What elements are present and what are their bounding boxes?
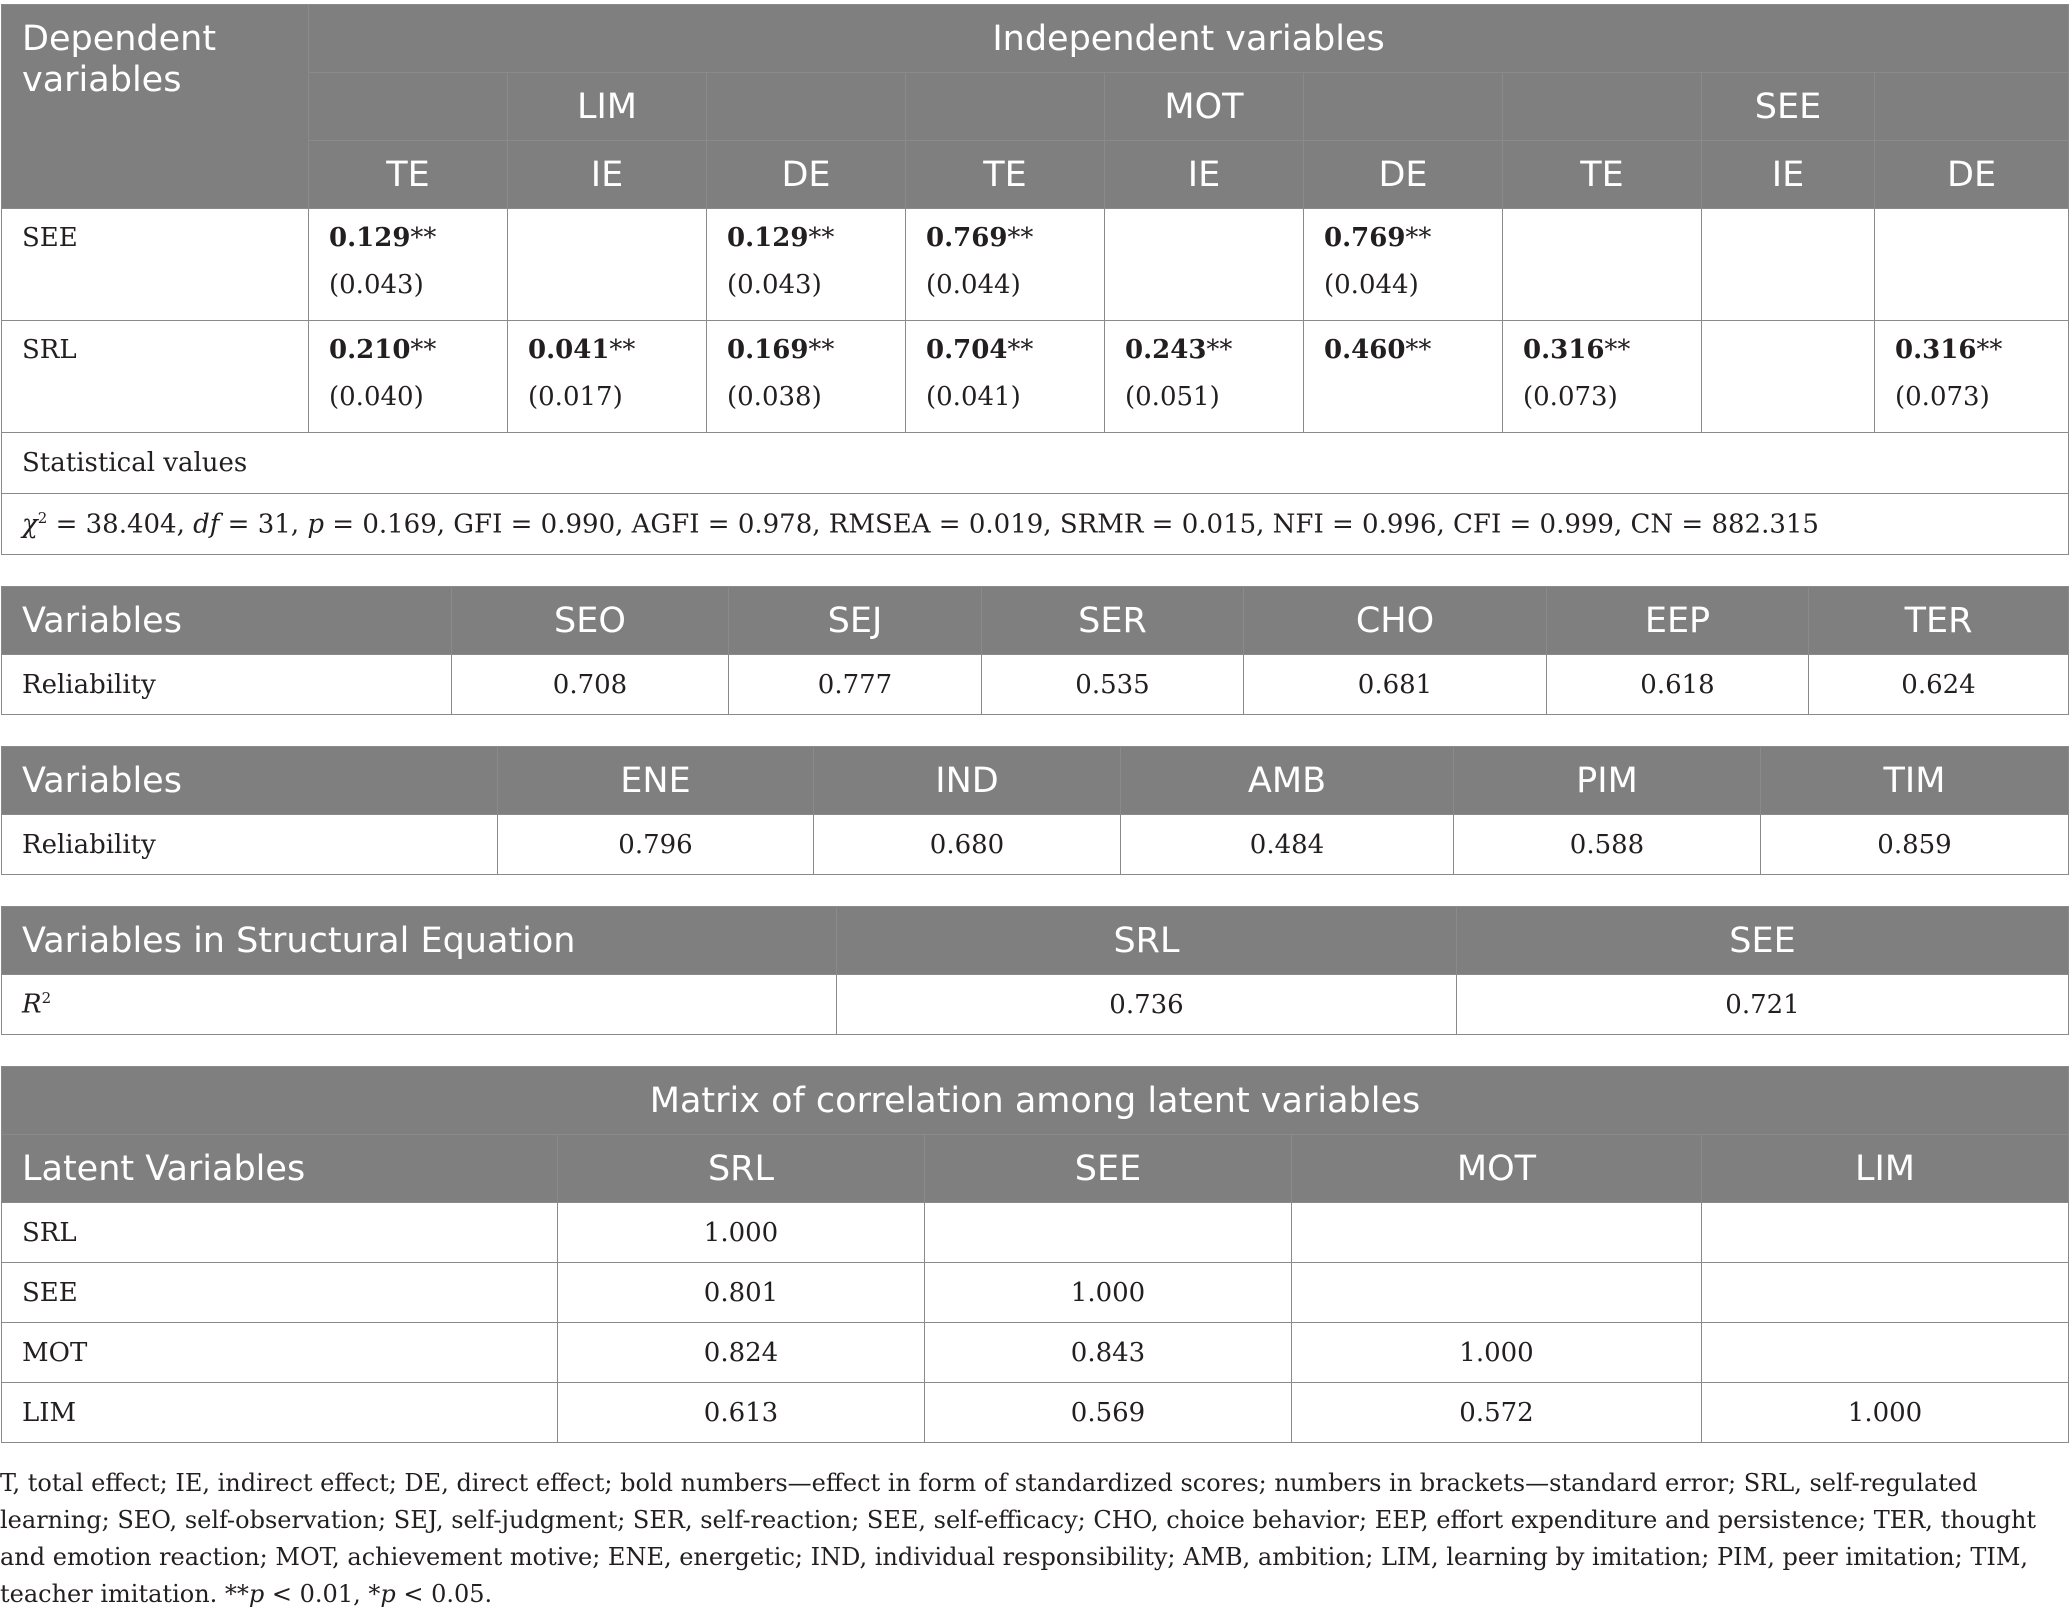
effect-value: 0.704 <box>926 335 1008 365</box>
column-header: LIM <box>1702 1135 2069 1203</box>
effect-estimate <box>1324 335 1502 382</box>
reliability-value: 0.484 <box>1121 815 1454 875</box>
correlation-rows <box>2 1203 2069 1443</box>
correlation-value: 1.000 <box>925 1263 1292 1323</box>
standard-error: (0.051) <box>1125 382 1220 412</box>
effect-estimate <box>727 335 905 382</box>
r-squared-table <box>1 906 2069 1035</box>
correlation-value: 0.569 <box>925 1383 1292 1443</box>
r-squared-label <box>2 975 837 1035</box>
effect-cell <box>906 209 1105 321</box>
significance-stars: ** <box>1405 335 1432 365</box>
effect-estimate <box>329 335 507 382</box>
standard-error: (0.017) <box>528 382 623 412</box>
row-label <box>2 209 309 321</box>
variables-header: Variables <box>2 587 452 655</box>
effect-value: 0.243 <box>1125 335 1207 365</box>
correlation-value <box>925 1203 1292 1263</box>
correlation-value: 0.843 <box>925 1323 1292 1383</box>
effect-value: 0.316 <box>1895 335 1977 365</box>
column-header: TER <box>1809 587 2069 655</box>
standard-error: (0.038) <box>727 382 822 412</box>
effect-cell <box>1702 321 1875 433</box>
effect-cell <box>1105 321 1304 433</box>
column-header: SEO <box>452 587 729 655</box>
footnote <box>0 1465 2060 1613</box>
column-header: CHO <box>1244 587 1547 655</box>
effect-estimate <box>727 223 905 270</box>
group-spacer <box>1875 73 2069 141</box>
column-header: SRL <box>558 1135 925 1203</box>
stats-label: Statistical values <box>2 433 2069 494</box>
correlation-value: 0.613 <box>558 1383 925 1443</box>
effect-header: DE <box>1875 141 2069 209</box>
significance-stars: ** <box>1007 223 1034 253</box>
effect-cell <box>707 209 906 321</box>
effect-estimate <box>1523 223 1701 270</box>
effect-value: 0.210 <box>329 335 411 365</box>
effect-estimate <box>1722 223 1874 270</box>
effect-estimate <box>528 335 706 382</box>
column-header: EEP <box>1547 587 1809 655</box>
effect-cell <box>1503 209 1702 321</box>
standard-error: (0.041) <box>926 382 1021 412</box>
reliability-table-2 <box>1 746 2069 875</box>
correlation-row <box>2 1263 2069 1323</box>
column-header: MOT <box>1292 1135 1702 1203</box>
effect-estimate <box>1895 335 2068 382</box>
effect-value: 0.169 <box>727 335 809 365</box>
effect-estimate <box>1125 223 1303 270</box>
correlation-value: 1.000 <box>558 1203 925 1263</box>
stat-part: = 38.404, <box>47 509 194 540</box>
effect-header: IE <box>1702 141 1875 209</box>
effect-value: 0.129 <box>329 223 411 253</box>
effect-estimate <box>329 223 507 270</box>
standard-error: (0.073) <box>1523 382 1618 412</box>
column-header: SRL <box>837 907 1457 975</box>
reliability-value: 0.859 <box>1761 815 2069 875</box>
standard-error: (0.043) <box>727 270 822 300</box>
effect-cell <box>906 321 1105 433</box>
effect-value: 0.316 <box>1523 335 1605 365</box>
dependent-variables-header: Dependent variables <box>2 5 309 209</box>
effect-value: 0.769 <box>1324 223 1406 253</box>
row-label <box>2 321 309 433</box>
reliability-value: 0.681 <box>1244 655 1547 715</box>
column-header: TIM <box>1761 747 2069 815</box>
p-symbol: p <box>307 509 325 540</box>
reliability-value: 0.796 <box>498 815 814 875</box>
footnote-text: < 0.05. <box>395 1580 493 1608</box>
effect-estimate <box>1125 335 1303 382</box>
effect-cell <box>707 321 906 433</box>
row-label: MOT <box>2 1323 558 1383</box>
row-label: SEE <box>2 1263 558 1323</box>
correlation-value: 1.000 <box>1702 1383 2069 1443</box>
effect-cell <box>1105 209 1304 321</box>
chi-symbol: χ <box>22 509 38 540</box>
r-symbol: R <box>22 989 42 1020</box>
significance-stars: ** <box>1604 335 1631 365</box>
structural-variables-header: Variables in Structural Equation <box>2 907 837 975</box>
group-spacer <box>309 73 508 141</box>
effect-estimate <box>528 223 706 270</box>
column-header: SER <box>982 587 1244 655</box>
df-symbol: df <box>193 509 220 540</box>
effects-row <box>2 209 2069 321</box>
group-spacer <box>1503 73 1702 141</box>
effect-cell <box>1304 321 1503 433</box>
effect-estimate <box>1895 223 2068 270</box>
column-header: SEE <box>925 1135 1292 1203</box>
correlation-value <box>1292 1263 1702 1323</box>
standard-error: (0.044) <box>926 270 1021 300</box>
effect-header: TE <box>906 141 1105 209</box>
effect-cell <box>1702 209 1875 321</box>
r-superscript: 2 <box>41 989 52 1008</box>
effect-header: IE <box>508 141 707 209</box>
stat-part: = 0.169, GFI = 0.990, AGFI = 0.978, RMSEA = 0.019, SRMR = 0.015, NFI = 0.996, CFI = 0.999, CN = 882.315 <box>324 509 1819 540</box>
column-header: PIM <box>1454 747 1761 815</box>
correlation-title: Matrix of correlation among latent variables <box>2 1067 2069 1135</box>
reliability-label: Reliability <box>2 815 498 875</box>
reliability-label: Reliability <box>2 655 452 715</box>
effects-table <box>1 4 2069 555</box>
row-label: SRL <box>2 1203 558 1263</box>
effect-cell <box>1503 321 1702 433</box>
effect-estimate <box>926 223 1104 270</box>
r-squared-value: 0.721 <box>1457 975 2069 1035</box>
column-header: ENE <box>498 747 814 815</box>
column-header: SEJ <box>729 587 982 655</box>
r-squared-value: 0.736 <box>837 975 1457 1035</box>
effect-header: DE <box>1304 141 1503 209</box>
correlation-value <box>1292 1203 1702 1263</box>
standard-error: (0.044) <box>1324 270 1419 300</box>
effect-cell <box>508 209 707 321</box>
effect-header: TE <box>309 141 508 209</box>
effect-cell <box>1304 209 1503 321</box>
significance-stars: ** <box>609 335 636 365</box>
group-header-mot: MOT <box>1105 73 1304 141</box>
reliability-value: 0.618 <box>1547 655 1809 715</box>
chi-superscript: 2 <box>37 508 48 527</box>
effect-cell <box>309 209 508 321</box>
significance-stars: ** <box>808 223 835 253</box>
effects-row <box>2 321 2069 433</box>
correlation-value <box>1702 1203 2069 1263</box>
effect-value: 0.460 <box>1324 335 1406 365</box>
row-label: LIM <box>2 1383 558 1443</box>
row-label-text: SEE <box>22 223 78 253</box>
group-spacer <box>707 73 906 141</box>
effect-header: DE <box>707 141 906 209</box>
effect-cell <box>309 321 508 433</box>
footnote-text: T, total effect; IE, indirect effect; DE, direct effect; bold numbers—effect in form of standardized scores; numbers in brackets—standard error; SRL, self-regulated learning; SEO, self-observation; SEJ, self-judgment; SER, self-reaction; SEE, self-efficacy; CHO, choice behavior; EEP, effort expenditure and persistence; TER, thought and emotion reaction; MOT, achievement motive; ENE, energetic; IND, individual responsibility; AMB, ambition; LIM, learning by imitation; PIM, peer imitation; TIM, teacher imitation. ** <box>0 1469 2037 1608</box>
standard-error: (0.040) <box>329 382 424 412</box>
correlation-value <box>1702 1263 2069 1323</box>
effect-header: TE <box>1503 141 1702 209</box>
effect-cell <box>1875 321 2069 433</box>
standard-error: (0.043) <box>329 270 424 300</box>
effects-rows <box>2 209 2069 433</box>
p-symbol: p <box>380 1580 396 1608</box>
effect-value: 0.041 <box>528 335 610 365</box>
independent-variables-header: Independent variables <box>309 5 2069 73</box>
significance-stars: ** <box>1405 223 1432 253</box>
significance-stars: ** <box>1976 335 2003 365</box>
reliability-value: 0.680 <box>814 815 1121 875</box>
effect-estimate <box>926 335 1104 382</box>
fit-statistics <box>2 494 2069 555</box>
latent-variables-header: Latent Variables <box>2 1135 558 1203</box>
footnote-text: < 0.01, * <box>264 1580 381 1608</box>
effect-estimate <box>1722 335 1874 382</box>
significance-stars: ** <box>410 223 437 253</box>
correlation-row <box>2 1383 2069 1443</box>
correlation-row <box>2 1203 2069 1263</box>
effect-header: IE <box>1105 141 1304 209</box>
effect-estimate <box>1523 335 1701 382</box>
variables-header: Variables <box>2 747 498 815</box>
p-symbol: p <box>248 1580 265 1608</box>
effect-cell <box>508 321 707 433</box>
correlation-value: 1.000 <box>1292 1323 1702 1383</box>
correlation-value: 0.801 <box>558 1263 925 1323</box>
significance-stars: ** <box>1007 335 1034 365</box>
column-header: AMB <box>1121 747 1454 815</box>
correlation-value <box>1702 1323 2069 1383</box>
group-header-see: SEE <box>1702 73 1875 141</box>
significance-stars: ** <box>808 335 835 365</box>
reliability-value: 0.708 <box>452 655 729 715</box>
group-spacer <box>1304 73 1503 141</box>
reliability-table-1 <box>1 586 2069 715</box>
effect-value: 0.769 <box>926 223 1008 253</box>
effect-cell <box>1875 209 2069 321</box>
reliability-value: 0.535 <box>982 655 1244 715</box>
group-header-lim: LIM <box>508 73 707 141</box>
effect-estimate <box>1324 223 1502 270</box>
row-label-text: SRL <box>22 335 77 365</box>
stat-part: = 31, <box>219 509 308 540</box>
column-header: IND <box>814 747 1121 815</box>
effect-value: 0.129 <box>727 223 809 253</box>
correlation-table <box>1 1066 2069 1443</box>
reliability-value: 0.777 <box>729 655 982 715</box>
significance-stars: ** <box>410 335 437 365</box>
correlation-value: 0.572 <box>1292 1383 1702 1443</box>
standard-error: (0.073) <box>1895 382 1990 412</box>
correlation-row <box>2 1323 2069 1383</box>
group-spacer <box>906 73 1105 141</box>
column-header: SEE <box>1457 907 2069 975</box>
correlation-value: 0.824 <box>558 1323 925 1383</box>
significance-stars: ** <box>1206 335 1233 365</box>
reliability-value: 0.588 <box>1454 815 1761 875</box>
reliability-value: 0.624 <box>1809 655 2069 715</box>
